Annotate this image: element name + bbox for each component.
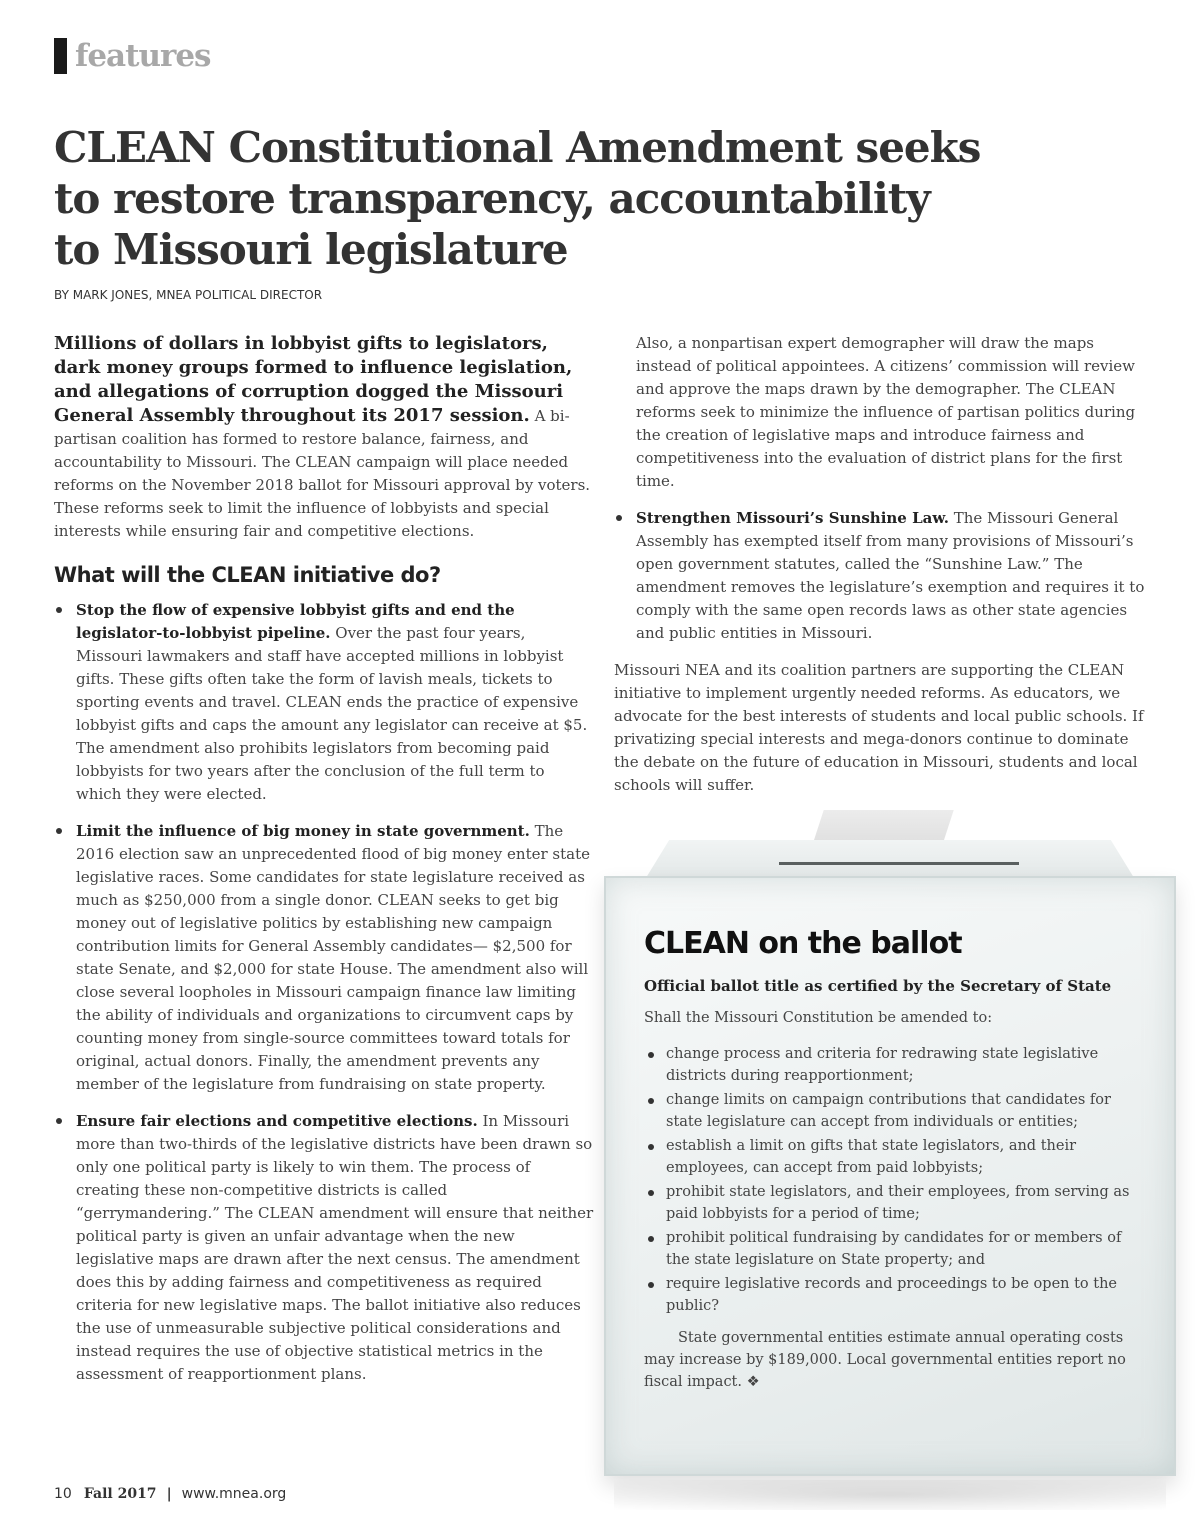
headline-line-2: to restore transparency, accountability (54, 174, 930, 223)
subhead: What will the CLEAN initiative do? (54, 563, 441, 587)
right-column (614, 332, 1154, 797)
ballot-item-text: change limits on campaign contributions that candidates for state legislature can accept from individuals or entities; (666, 1092, 1111, 1130)
ballot-item (644, 1043, 1144, 1087)
bullet-dot (648, 1098, 654, 1104)
page-number: 10 (54, 1486, 72, 1502)
headline (54, 122, 1014, 275)
page-footer (54, 1486, 286, 1502)
bullet-dot (648, 1190, 654, 1196)
ballot-content (644, 926, 1144, 1393)
ballot-slot (779, 862, 1019, 865)
bullet-text: In Missouri more than two-thirds of the legislative districts have been drawn so only one political party is likely to win them. The process of creating these non-competitive districts is called “gerrymandering.” The CLEAN amendment will ensure that neither political party is given an unfair advantage when the new legislative maps are drawn after the next census. The amendment does this by adding fairness and competitiveness as required criteria for new legislative maps. The ballot initiative also reduces the use of unmeasurable subjective political considerations and instead requires the use of objective statistical metrics in the assessment of reapportionment plans. (76, 1112, 594, 1383)
continuation-paragraph: Also, a nonpartisan expert demographer will draw the maps instead of political appointees. A citizens’ commission will review and approve the maps drawn by the demographer. The CLEAN reforms seek to minimize the influence of partisan politics during the creation of legislative maps and introduce fairness and competitiveness into the evaluation of district plans for the first time. (636, 334, 1136, 490)
bullet-sunshine-law (614, 507, 1154, 645)
ballot-item (644, 1135, 1144, 1179)
ballot-item-text: prohibit political fundraising by candidates for or members of the state legislature on State property; and (666, 1230, 1122, 1268)
bullet-title: Ensure fair elections and competitive elections. (76, 1112, 478, 1130)
ballot-item-text: prohibit state legislators, and their employees, from serving as paid lobbyists for a period of time; (666, 1184, 1130, 1222)
left-column (54, 332, 594, 1400)
bullet-title: Limit the influence of big money in state government. (76, 822, 530, 840)
ballot-list (644, 1043, 1144, 1317)
ballot-item (644, 1227, 1144, 1271)
section-tag (54, 36, 211, 76)
bullet-big-money (54, 820, 594, 1096)
ballot-subtitle: Official ballot title as certified by the Secretary of State (644, 977, 1112, 995)
website-link[interactable]: www.mnea.org (181, 1486, 287, 1502)
section-label: features (75, 38, 211, 74)
bullet-title: Strengthen Missouri’s Sunshine Law. (636, 509, 949, 527)
bullet-dot (616, 515, 622, 521)
issue-label: Fall 2017 (83, 1486, 157, 1502)
bullet-dot (56, 1118, 62, 1124)
lead-strong: Millions of dollars in lobbyist gifts to legislators, dark money groups formed to influence legislation, and allegations of corruption dogged the Missouri General Assembly throughout its 2017 session. (54, 333, 573, 426)
ballot-box-sidebar (604, 830, 1176, 1520)
bullet-dot (56, 828, 62, 834)
ballot-box-shadow (614, 1480, 1166, 1510)
bullet-fair-elections (54, 1110, 594, 1386)
ballot-item-text: establish a limit on gifts that state legislators, and their employees, can accept from paid lobbyists; (666, 1138, 1077, 1176)
ballot-item (644, 1089, 1144, 1133)
bullet-title: Stop the flow of expensive lobbyist gifts and end the legislator-to-lobbyist pipeline. (76, 601, 515, 642)
closing-paragraph: Missouri NEA and its coalition partners are supporting the CLEAN initiative to implement urgently needed reforms. As educators, we advocate for the best interests of students and local public schools. If privatizing special interests and mega-donors continue to dominate the debate on the future of education in Missouri, students and local schools will suffer. (614, 661, 1144, 794)
lead-text: A bi-partisan coalition has formed to restore balance, fairness, and accountability to Missouri. The CLEAN campaign will place needed reforms on the November 2018 ballot for Missouri approval by voters. These reforms seek to limit the influence of lobbyists and special interests while ensuring fair and competitive elections. (54, 407, 591, 540)
ballot-item (644, 1181, 1144, 1225)
bullet-dot (648, 1052, 654, 1058)
bullet-text: The 2016 election saw an unprecedented flood of big money enter state legislative races. Some candidates for state legislature received as much as $250,000 from a single donor. CLEAN seeks to get big money out of legislative politics by establishing new campaign contribution limits for General Assembly candidates— $2,500 for state Senate, and $2,000 for state House. The amendment also will close several loopholes in Missouri campaign finance law limiting the ability of individuals and organizations to circumvent caps by counting money from single-source committees toward totals for original, actual donors. Finally, the amendment prevents any member of the legislature from fundraising on state property. (76, 822, 591, 1093)
ballot-item-text: require legislative records and proceedings to be open to the public? (666, 1276, 1118, 1314)
headline-line-1: CLEAN Constitutional Amendment seeks (54, 123, 981, 172)
section-bar (54, 38, 67, 74)
byline: BY MARK JONES, MNEA POLITICAL DIRECTOR (54, 288, 323, 302)
ballot-item (644, 1273, 1144, 1317)
bullet-text: Over the past four years, Missouri lawmakers and staff have accepted millions in lobbyist gifts. These gifts often take the form of lavish meals, tickets to sporting events and travel. CLEAN ends the practice of expensive lobbyist gifts and caps the amount any legislator can receive at $5. The amendment also prohibits legislators from becoming paid lobbyists for two years after the conclusion of the full term to which they were elected. (76, 624, 588, 803)
lead-paragraph (54, 332, 594, 543)
bullet-dot (648, 1236, 654, 1242)
bullet-text: The Missouri General Assembly has exempted itself from many provisions of Missouri’s open government statutes, called the “Sunshine Law.” The amendment removes the legislature’s exemption and requires it to comply with the same open records laws as other state agencies and public entities in Missouri. (636, 509, 1145, 642)
bullet-dot (648, 1144, 654, 1150)
ballot-item-text: change process and criteria for redrawing state legislative districts during reapportionment; (666, 1046, 1099, 1084)
ballot-question: Shall the Missouri Constitution be amended to: (644, 1010, 993, 1026)
bullet-lobbyist-gifts (54, 599, 594, 806)
bullet-dot (56, 607, 62, 613)
headline-line-3: to Missouri legislature (54, 225, 568, 274)
footer-separator: | (166, 1486, 172, 1502)
ballot-fiscal-note: State governmental entities estimate annual operating costs may increase by $189,000. Local governmental entities report no fiscal impact. ❖ (644, 1330, 1126, 1390)
bullet-dot (648, 1282, 654, 1288)
ballot-title: CLEAN on the ballot (644, 926, 962, 961)
ballot-box-front (604, 876, 1176, 1476)
